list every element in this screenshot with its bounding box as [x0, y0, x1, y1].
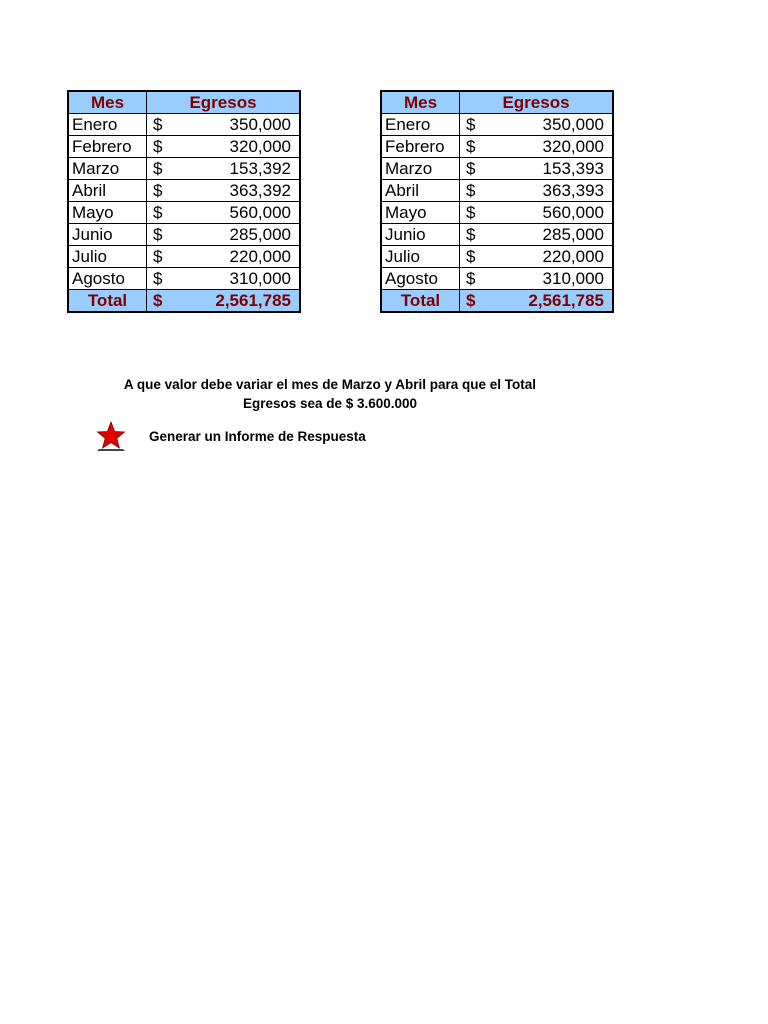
egresos-table-left [67, 90, 301, 313]
cell-value: 350,000 [489, 114, 613, 136]
cell-currency: $ [460, 158, 490, 180]
total-label: Total [68, 290, 147, 313]
cell-mes: Agosto [381, 268, 460, 290]
star-icon[interactable] [95, 421, 127, 451]
cell-currency: $ [147, 136, 177, 158]
total-label: Total [381, 290, 460, 313]
cell-value: 363,392 [176, 180, 300, 202]
cell-currency: $ [460, 136, 490, 158]
cell-value: 320,000 [489, 136, 613, 158]
cell-mes: Junio [68, 224, 147, 246]
cell-value: 310,000 [176, 268, 300, 290]
total-value: 2,561,785 [176, 290, 300, 313]
cell-value: 350,000 [176, 114, 300, 136]
cell-currency: $ [147, 158, 177, 180]
table-header-row [381, 91, 613, 114]
cell-value: 560,000 [176, 202, 300, 224]
header-mes: Mes [68, 91, 147, 114]
total-row [68, 290, 300, 313]
cell-mes: Febrero [68, 136, 147, 158]
cell-currency: $ [460, 224, 490, 246]
cell-currency: $ [460, 114, 490, 136]
table-row [381, 246, 613, 268]
cell-mes: Abril [381, 180, 460, 202]
table-header-row [68, 91, 300, 114]
cell-mes: Enero [68, 114, 147, 136]
total-row [381, 290, 613, 313]
table-row [68, 268, 300, 290]
question-text [70, 375, 590, 413]
cell-mes: Mayo [381, 202, 460, 224]
cell-mes: Febrero [381, 136, 460, 158]
cell-mes: Julio [68, 246, 147, 268]
table-row [68, 158, 300, 180]
question-line-1: A que valor debe variar el mes de Marzo y Abril para que el Total [123, 377, 537, 392]
cell-value: 220,000 [176, 246, 300, 268]
cell-currency: $ [147, 268, 177, 290]
cell-currency: $ [460, 268, 490, 290]
table-row [68, 202, 300, 224]
cell-currency: $ [147, 246, 177, 268]
table-row [381, 224, 613, 246]
cell-value: 363,393 [489, 180, 613, 202]
cell-currency: $ [460, 246, 490, 268]
table-row [68, 180, 300, 202]
total-currency: $ [460, 290, 490, 313]
table-row [68, 246, 300, 268]
table-row [68, 136, 300, 158]
header-egresos: Egresos [460, 91, 614, 114]
cell-currency: $ [147, 114, 177, 136]
cell-currency: $ [147, 180, 177, 202]
egresos-table-right [380, 90, 614, 313]
cell-value: 220,000 [489, 246, 613, 268]
cell-mes: Abril [68, 180, 147, 202]
cell-value: 285,000 [489, 224, 613, 246]
cell-value: 560,000 [489, 202, 613, 224]
table-row [381, 136, 613, 158]
generate-report-label: Generar un Informe de Respuesta [149, 429, 366, 444]
table-row [68, 114, 300, 136]
cell-value: 153,392 [176, 158, 300, 180]
cell-currency: $ [147, 224, 177, 246]
cell-currency: $ [147, 202, 177, 224]
cell-value: 285,000 [176, 224, 300, 246]
cell-value: 320,000 [176, 136, 300, 158]
cell-mes: Junio [381, 224, 460, 246]
table-row [381, 114, 613, 136]
total-currency: $ [147, 290, 177, 313]
cell-currency: $ [460, 180, 490, 202]
cell-mes: Julio [381, 246, 460, 268]
cell-mes: Marzo [381, 158, 460, 180]
table-row [68, 224, 300, 246]
cell-value: 310,000 [489, 268, 613, 290]
header-egresos: Egresos [147, 91, 301, 114]
cell-currency: $ [460, 202, 490, 224]
table-row [381, 180, 613, 202]
table-row [381, 268, 613, 290]
total-value: 2,561,785 [489, 290, 613, 313]
question-line-2: Egresos sea de $ 3.600.000 [242, 396, 418, 411]
cell-mes: Enero [381, 114, 460, 136]
header-mes: Mes [381, 91, 460, 114]
cell-mes: Agosto [68, 268, 147, 290]
table-row [381, 158, 613, 180]
cell-mes: Mayo [68, 202, 147, 224]
cell-value: 153,393 [489, 158, 613, 180]
table-row [381, 202, 613, 224]
cell-mes: Marzo [68, 158, 147, 180]
